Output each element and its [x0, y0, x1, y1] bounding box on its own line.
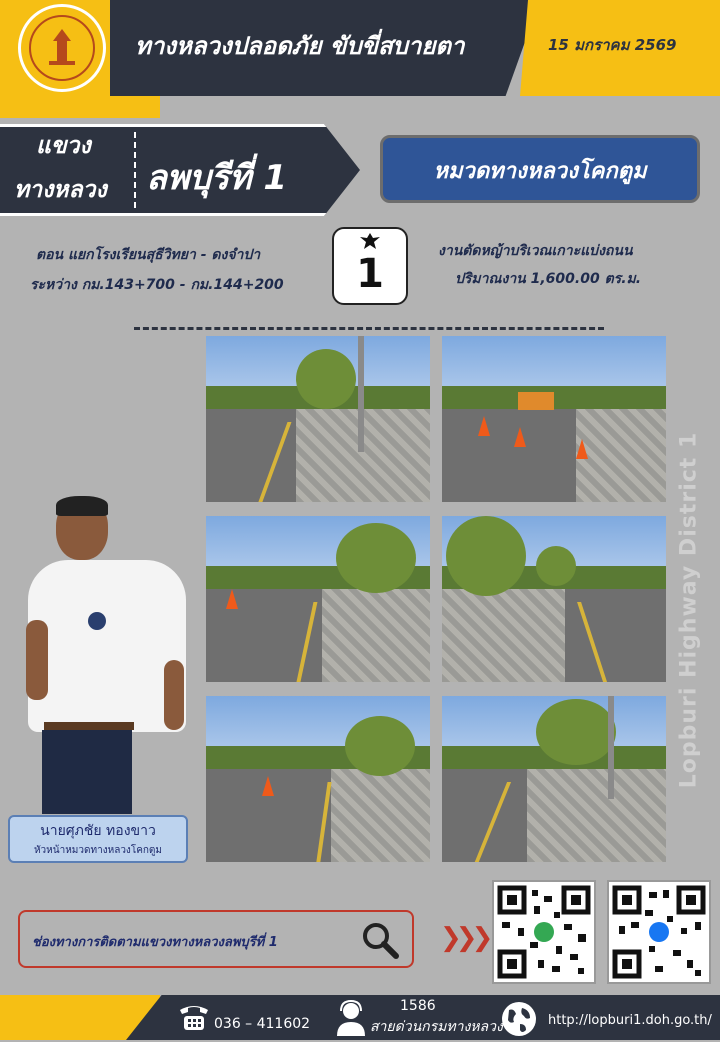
chevrons-right-icon: ❯❯❯ [440, 923, 488, 953]
header-title: ทางหลวงปลอดภัย ขับขี่สบายตา [135, 32, 465, 60]
work-photo-4 [442, 516, 666, 682]
header-date: 15 มกราคม 2569 [548, 36, 677, 54]
unit-name: หมวดทางหลวงโคกตูม [433, 159, 647, 184]
person-arm-left [26, 620, 48, 700]
follow-channels-box [18, 910, 414, 968]
location-km-range: ระหว่าง กม.143+700 - กม.144+200 [30, 277, 284, 293]
person-name: นายศุภชัย ทองขาว [40, 823, 156, 839]
work-quantity: ปริมาณงาน 1,600.00 ตร.ม. [455, 271, 642, 287]
google-maps-icon [534, 922, 554, 942]
qr-code-map[interactable] [492, 880, 596, 984]
qr-code-facebook[interactable] [607, 880, 711, 984]
watermark-text: Lopburi Highway District 1 [676, 431, 702, 789]
district-label-line2: ทางหลวง [14, 177, 107, 203]
follow-channels-text: ช่องทางการติดตามแขวงทางหลวงลพบุรีที่ 1 [32, 935, 278, 950]
work-photo-1 [206, 336, 430, 502]
call-center-icon [335, 1000, 367, 1040]
person-arm-right [164, 660, 184, 730]
district-label-line1: แขวง [36, 133, 91, 159]
work-photo-6 [442, 696, 666, 862]
person-name-card [8, 815, 188, 863]
work-description: งานตัดหญ้าบริเวณเกาะแบ่งถนน [438, 243, 633, 259]
work-photo-3 [206, 516, 430, 682]
person-pants [42, 730, 132, 814]
footer-phone[interactable]: 036 – 411602 [214, 1016, 311, 1032]
person-photo [28, 560, 186, 732]
district-divider [134, 132, 136, 208]
section-divider [134, 327, 604, 330]
footer-hotline-label: สายด่วนกรมทางหลวง [370, 1019, 503, 1035]
logo-emblem-icon [29, 15, 95, 81]
route-shield [332, 227, 408, 305]
footer-website-link[interactable]: http://lopburi1.doh.go.th/ [548, 1013, 712, 1028]
unit-badge [380, 135, 700, 203]
facebook-icon [649, 922, 669, 942]
work-photo-2 [442, 336, 666, 502]
location-section: ตอน แยกโรงเรียนสุธีวิทยา - ดงจำปา [36, 247, 261, 263]
person-title: หัวหน้าหมวดทางหลวงโคกตูม [33, 845, 163, 856]
magnifier-icon [360, 920, 400, 960]
phone-icon [178, 1002, 210, 1036]
route-number: 1 [356, 251, 384, 297]
globe-icon [500, 1000, 538, 1042]
garuda-icon [334, 233, 406, 253]
person-belt [44, 722, 134, 730]
work-photo-5 [206, 696, 430, 862]
shirt-logo-icon [88, 612, 106, 630]
district-name: ลพบุรีที่ 1 [146, 158, 287, 198]
person-hair [56, 496, 108, 516]
department-logo [18, 4, 106, 92]
footer-hotline-number[interactable]: 1586 [400, 998, 436, 1014]
